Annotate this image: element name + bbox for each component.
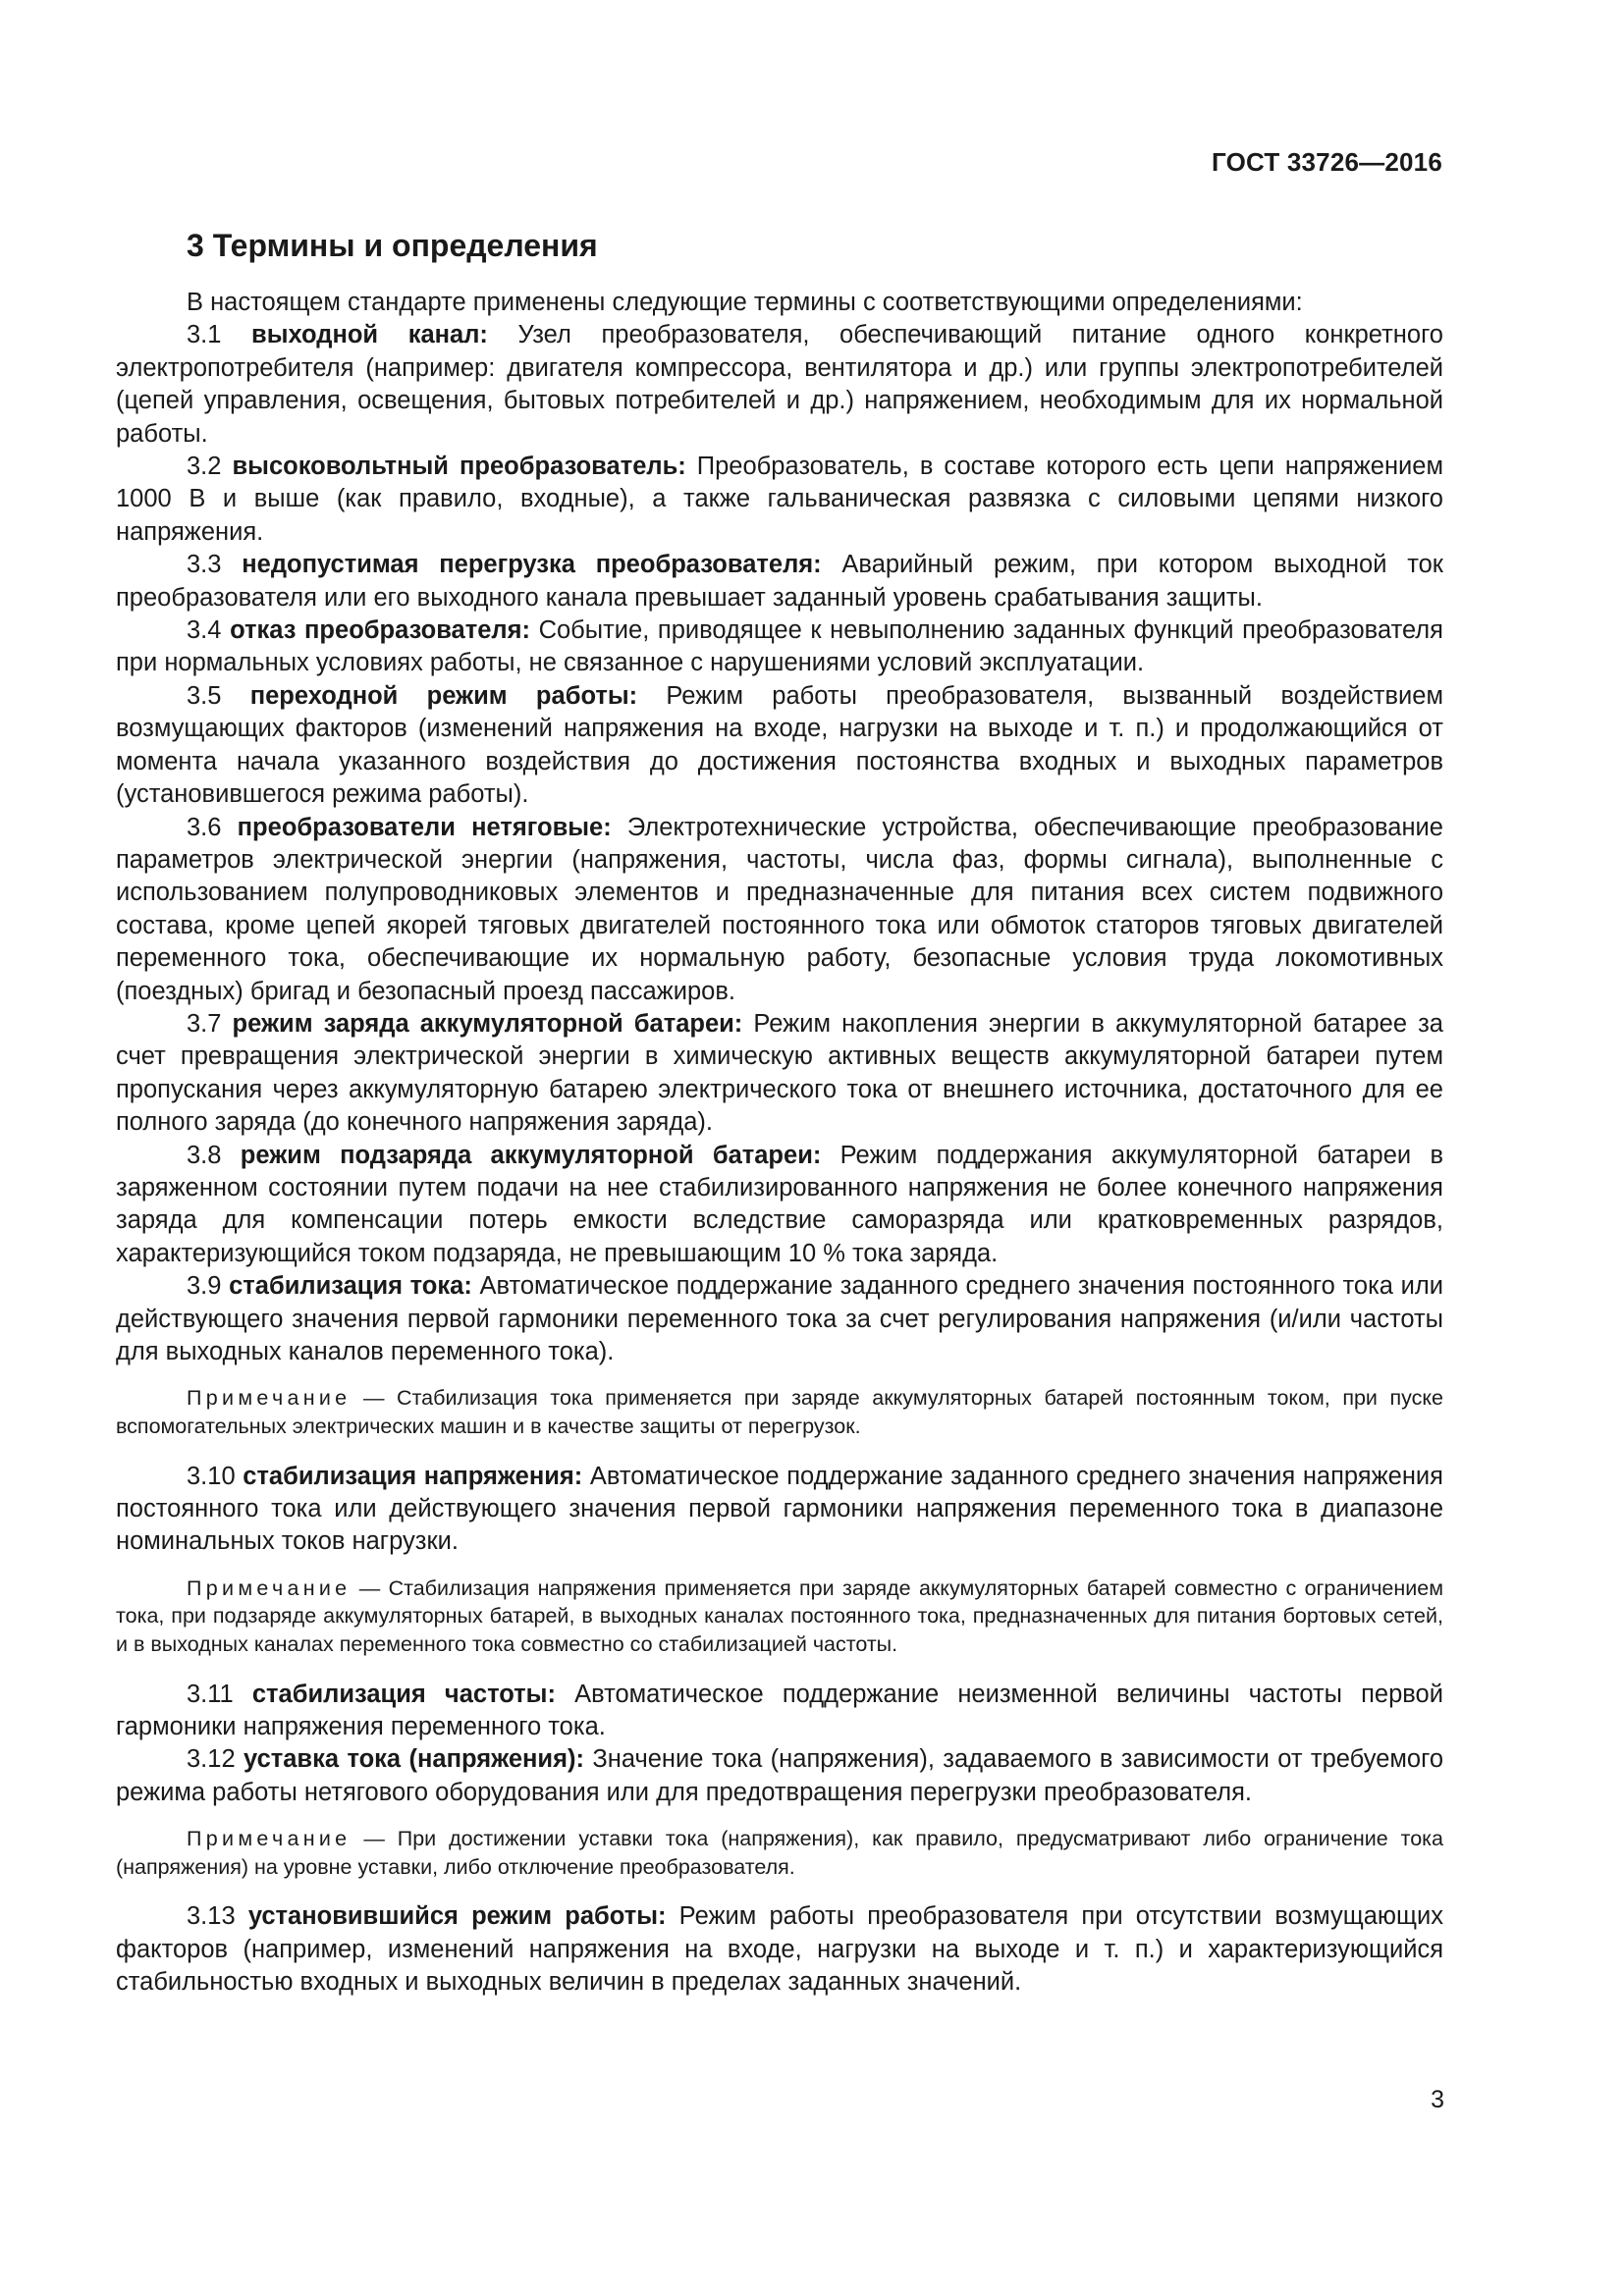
term-name: преобразователи нетяговые: [237, 813, 612, 841]
term-3-1 [116, 319, 1443, 451]
term-3-7 [116, 1008, 1443, 1140]
term-number: 3.5 [187, 681, 250, 710]
term-definition: Режим работы преобразователя при отсутствии возмущающих факторов (например, изменений напряжения на входе, нагрузки на выходе и т. п.) и характеризующийся стабильностью входных и выходных величин в пределах заданных значений. [116, 1902, 1443, 1997]
term-3-6 [116, 812, 1443, 1008]
term-name: отказ преобразователя: [230, 616, 530, 645]
term-3-4 [116, 614, 1443, 680]
term-number: 3.8 [187, 1141, 241, 1169]
note-text: — Стабилизация тока применяется при заряде аккумуляторных батарей постоянным током, при пуске вспомогательных электрических машин и в качестве защиты от перегрузок. [116, 1386, 1443, 1438]
term-number: 3.9 [187, 1272, 230, 1301]
term-name: стабилизация частоты: [251, 1680, 556, 1708]
note-3-10 [116, 1575, 1443, 1659]
term-3-2 [116, 451, 1443, 549]
note-text: — Стабилизация напряжения применяется при заряде аккумуляторных батарей совместно с ограничением тока, при подзаряде аккумуляторных батарей, в выходных каналах постоянного тока, предназначенных для питания бортовых сетей, и в выходных каналах переменного тока совместно со стабилизацией частоты. [116, 1575, 1443, 1656]
term-3-10 [116, 1461, 1443, 1559]
note-label: Примечание [187, 1386, 352, 1411]
term-number: 3.13 [187, 1902, 248, 1931]
term-3-3 [116, 549, 1443, 614]
term-number: 3.7 [187, 1009, 233, 1038]
term-3-12 [116, 1743, 1443, 1809]
term-definition: Автоматическое поддержание неизменной величины частоты первой гармоники напряжения переменного тока. [116, 1680, 1443, 1740]
term-name: выходной канал: [251, 321, 488, 349]
term-number: 3.12 [187, 1745, 244, 1774]
section-title: 3 Термины и определения [187, 228, 598, 263]
term-number: 3.10 [187, 1462, 244, 1490]
term-3-11 [116, 1679, 1443, 1744]
standard-code: ГОСТ 33726—2016 [1212, 147, 1442, 177]
term-number: 3.11 [187, 1680, 252, 1708]
term-name: стабилизация напряжения: [243, 1462, 583, 1490]
term-name: режим заряда аккумуляторной батареи: [232, 1009, 743, 1038]
term-name: недопустимая перегрузка преобразователя: [242, 551, 822, 579]
term-definition: Режим поддержания аккумуляторной батареи в заряженном состоянии путем подачи на нее стабилизированного напряжения не более конечного напряжения заряда для компенсации потерь емкости вследствие саморазряда или кратковременных разрядов, характеризующийся током подзаряда, не превышающим 10 % тока заряда. [116, 1141, 1443, 1267]
term-3-5 [116, 680, 1443, 812]
note-3-9 [116, 1384, 1443, 1440]
note-3-12 [116, 1825, 1443, 1881]
term-3-13 [116, 1900, 1443, 1999]
note-text: — При достижении уставки тока (напряжения), как правило, предусматривают либо ограничение тока (напряжения) на уровне уставки, либо отключение преобразователя. [116, 1827, 1443, 1879]
term-number: 3.1 [187, 321, 252, 349]
intro-paragraph: В настоящем стандарте применены следующие термины с соответствующими определениями: [187, 289, 1303, 316]
term-definition: Значение тока (напряжения), задаваемого в зависимости от требуемого режима работы нетягового оборудования или для предотвращения перегрузки преобразователя. [116, 1745, 1444, 1806]
term-definition: Автоматическое поддержание заданного среднего значения напряжения постоянного тока или действующего значения первой гармоники напряжения переменного тока в диапазоне номинальных токов нагрузки. [116, 1462, 1443, 1556]
term-definition: Узел преобразователя, обеспечивающий питание одного конкретного электропотребителя (например: двигателя компрессора, вентилятора и др.) или группы электропотребителей (цепей управления, освещения, бытовых потребителей и др.) напряжением, необходимым для их нормальной работы. [116, 321, 1443, 448]
term-definition: Режим накопления энергии в аккумуляторной батарее за счет превращения электрической энергии в химическую активных веществ аккумуляторной батареи путем пропускания через аккумуляторную батарею электрического тока от внешнего источника, достаточного для ее полного заряда (до конечного напряжения заряда). [116, 1009, 1443, 1137]
term-number: 3.6 [187, 813, 238, 841]
term-name: установившийся режим работы: [247, 1902, 667, 1931]
page-content [116, 224, 1443, 2000]
term-definition: Преобразователь, в составе которого есть цепи напряжением 1000 В и выше (как правило, входные), а также гальваническая развязка с силовыми цепями низкого напряжения. [116, 453, 1443, 546]
term-definition: Режим работы преобразователя, вызванный воздействием возмущающих факторов (изменений напряжения на входе, нагрузки на выходе и т. п.) и продолжающийся от момента начала указанного воздействия до достижения постоянства входных и выходных параметров (установившегося режима работы). [116, 681, 1443, 809]
term-name: стабилизация тока: [229, 1272, 472, 1301]
note-label: Примечание [187, 1575, 352, 1600]
term-name: переходной режим работы: [249, 681, 638, 710]
term-name: режим подзаряда аккумуляторной батареи: [240, 1141, 822, 1169]
term-number: 3.4 [187, 616, 231, 645]
term-definition: Автоматическое поддержание заданного среднего значения постоянного тока или действующего значения первой гармоники переменного тока за счет регулирования напряжения (и/или частоты для выходных каналов переменного тока). [116, 1272, 1443, 1365]
term-3-8 [116, 1140, 1443, 1271]
term-definition: Аварийный режим, при котором выходной ток преобразователя или его выходного канала превышает заданный уровень срабатывания защиты. [116, 551, 1443, 612]
term-name: уставка тока (напряжения): [244, 1745, 584, 1774]
page-number: 3 [1431, 2086, 1444, 2113]
term-number: 3.2 [187, 453, 233, 481]
note-label: Примечание [187, 1827, 352, 1851]
term-definition: Событие, приводящее к невыполнению заданных функций преобразователя при нормальных условиях работы, не связанное с нарушениями условий эксплуатации. [116, 616, 1443, 677]
term-definition: Электротехнические устройства, обеспечивающие преобразование параметров электрической энергии (напряжения, частоты, числа фаз, формы сигнала), выполненные с использованием полупроводниковых элементов и предназначенные для питания всех систем подвижного состава, кроме цепей якорей тяговых двигателей постоянного тока или обмоток статоров тяговых двигателей переменного тока, обеспечивающие их нормальную работу, безопасные условия труда локомотивных (поездных) бригад и безопасный проезд пассажиров. [116, 813, 1443, 1005]
term-number: 3.3 [187, 551, 243, 579]
term-name: высоковольтный преобразователь: [232, 453, 686, 481]
term-3-9 [116, 1270, 1443, 1368]
